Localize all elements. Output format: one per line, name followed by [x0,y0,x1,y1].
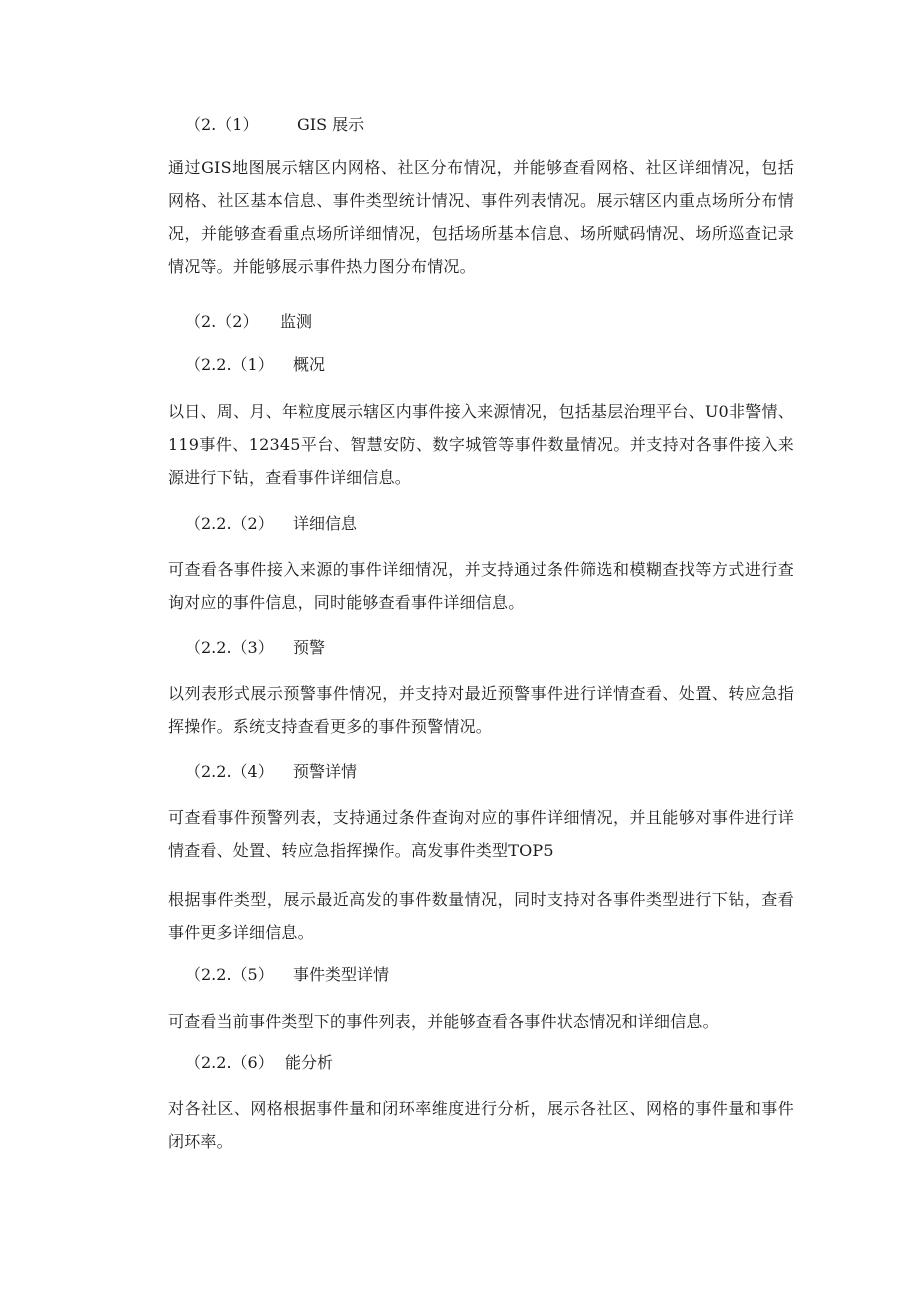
section-number: （2.2.（3） [185,638,274,657]
section-number: （2.2.（4） [185,762,274,781]
section-title: 事件类型详情 [293,965,390,984]
paragraph-top5: 根据事件类型，展示最近高发的事件数量情况，同时支持对各事件类型进行下钻，查看事件更多详细信息。 [168,890,794,942]
section-number: （2.2.（2） [185,514,274,533]
paragraph-event-type: 可查看当前事件类型下的事件列表，并能够查看各事件状态情况和详细信息。 [168,1012,719,1031]
section-heading-alert [185,638,325,658]
section-number: （2.（1） [185,115,259,134]
section-heading-alert-details [185,762,357,782]
section-title: 能分析 [285,1053,334,1072]
section-title: 概况 [293,355,326,374]
section-number: （2.2.（1） [185,355,274,374]
paragraph-overview: 以日、周、月、年粒度展示辖区内事件接入来源情况，包括基层治理平台、U0非警情、119事件、12345平台、智慧安防、数字城管等事件数量情况。并支持对各事件接入来源进行下钻，查看事件详细信息。 [168,402,794,487]
section-heading-gis [185,115,364,135]
section-title: 详细信息 [293,514,358,533]
paragraph-details: 可查看各事件接入来源的事件详细情况，并支持通过条件筛选和模糊查找等方式进行查询对应的事件信息，同时能够查看事件详细信息。 [168,560,794,612]
paragraph-analysis: 对各社区、网格根据事件量和闭环率维度进行分析，展示各社区、网格的事件量和事件闭环率。 [168,1099,794,1151]
section-number: （2.2.（5） [185,965,274,984]
section-heading-analysis [185,1053,333,1073]
paragraph-gis: 通过GIS地图展示辖区内网格、社区分布情况，并能够查看网格、社区详细情况，包括网格、社区基本信息、事件类型统计情况、事件列表情况。展示辖区内重点场所分布情况，并能够查看重点场所详细情况，包括场所基本信息、场所赋码情况、场所巡查记录情况等。并能够展示事件热力图分布情况。 [168,158,794,276]
section-heading-details [185,514,357,534]
section-number: （2.2.（6） [185,1053,274,1072]
section-heading-overview [185,355,325,375]
paragraph-alert-details: 可查看事件预警列表，支持通过条件查询对应的事件详细情况，并且能够对事件进行详情查看、处置、转应急指挥操作。高发事件类型TOP5 [168,808,794,860]
section-number: （2.（2） [185,312,259,331]
section-title: 预警 [293,638,326,657]
section-title: 监测 [280,312,313,331]
section-heading-event-type [185,965,389,985]
paragraph-alert: 以列表形式展示预警事件情况，并支持对最近预警事件进行详情查看、处置、转应急指挥操作。系统支持查看更多的事件预警情况。 [168,684,794,736]
section-heading-monitor [185,312,312,332]
section-title: GIS 展示 [297,115,365,134]
section-title: 预警详情 [293,762,358,781]
